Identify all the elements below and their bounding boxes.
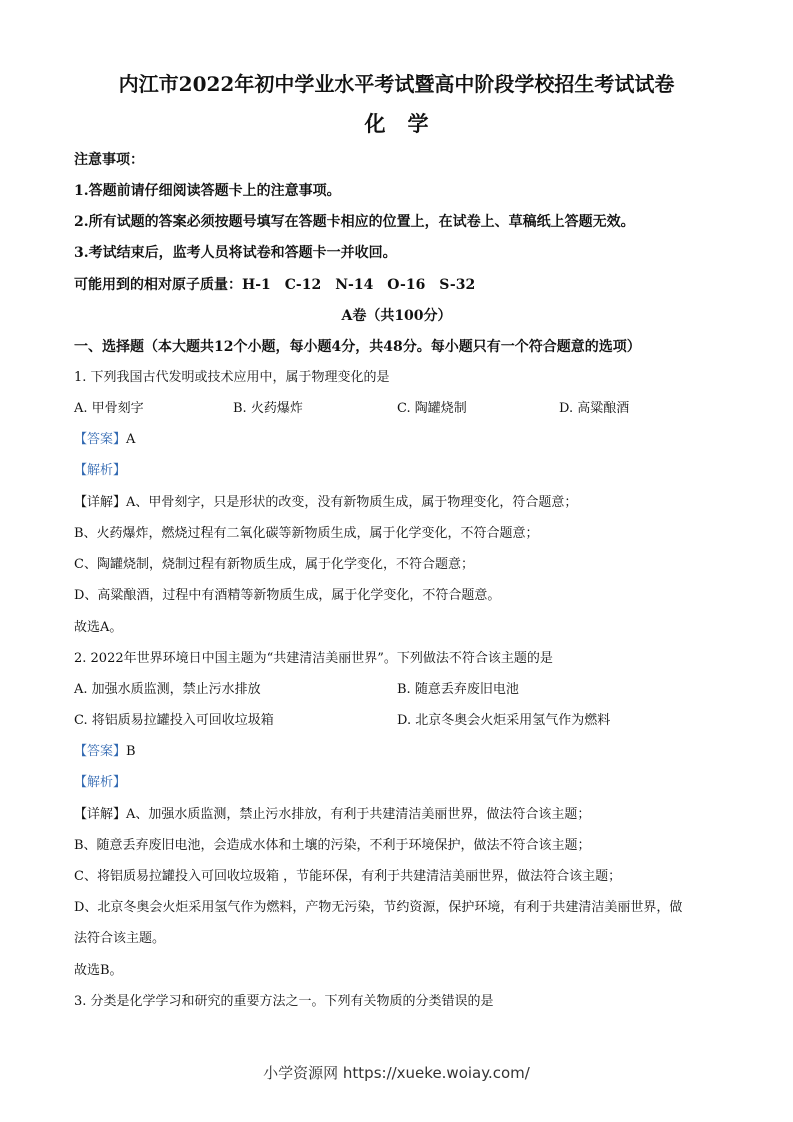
subject-title: 化学: [364, 111, 451, 136]
exam-title: 内江市2022年初中学业水平考试暨高中阶段学校招生考试试卷: [118, 72, 675, 96]
q2-option-b: B. 随意丢弃废旧电池: [397, 682, 519, 697]
q1-answer: [74, 430, 734, 450]
q1-answer-tag: 【答案】: [74, 432, 127, 447]
q2-option-c: C. 将铝质易拉罐投入可回收垃圾箱: [74, 713, 274, 728]
notice-item-2: 2.所有试题的答案必须按题号填写在答题卡相应的位置上，在试卷上、草稿纸上答题无效。: [74, 214, 635, 230]
q2-detail-1: [74, 805, 734, 825]
q1-answer-value: A: [126, 432, 136, 447]
atomic-mass-line: 可能用到的相对原子质量：H-1 C-12 N-14 O-16 S-32: [74, 277, 476, 293]
q1-stem: 1. 下列我国古代发明或技术应用中，属于物理变化的是: [74, 370, 390, 385]
q1-detail-3: C、陶罐烧制，烧制过程有新物质生成，属于化学变化，不符合题意；: [74, 557, 474, 572]
q2-stem: 2. 2022年世界环境日中国主题为“共建清洁美丽世界”。下列做法不符合该主题的是: [74, 651, 553, 666]
page-footer: 小学资源网 https://xueke.woiay.com/: [263, 1064, 530, 1082]
q2-detail-3: C、将铝质易拉罐投入可回收垃圾箱 ，节能环保，有利于共建清洁美丽世界，做法符合该主题；: [74, 869, 622, 884]
q1-detail-tag: 【详解】: [74, 495, 127, 510]
q2-detail-5: 法符合该主题。: [74, 931, 166, 946]
q1-detail-4: D、高粱酿酒，过程中有酒精等新物质生成，属于化学变化，不符合题意。: [74, 588, 501, 603]
q2-answer-tag: 【答案】: [74, 744, 127, 759]
q2-answer: [74, 742, 734, 762]
section-a-heading: A卷（共100分）: [341, 308, 452, 324]
q2-answer-value: B: [126, 744, 136, 759]
q2-analysis-tag: 【解析】: [74, 775, 127, 790]
q2-detail-2: B、随意丢弃废旧电池，会造成水体和土壤的污染，不利于环境保护，做法不符合该主题；: [74, 838, 591, 853]
q1-option-d: D. 高粱酿酒: [559, 401, 630, 416]
q1-detail-1: [74, 493, 734, 513]
q2-option-a: A. 加强水质监测，禁止污水排放: [74, 682, 261, 697]
q3-stem: 3. 分类是化学学习和研究的重要方法之一。下列有关物质的分类错误的是: [74, 994, 494, 1009]
q2-detail-text-1: A、加强水质监测，禁止污水排放，有利于共建清洁美丽世界，做法符合该主题；: [126, 807, 591, 822]
q2-option-d: D. 北京冬奥会火炬采用氢气作为燃料: [397, 713, 611, 728]
q1-option-b: B. 火药爆炸: [233, 401, 303, 416]
q2-conclusion: 故选B。: [74, 963, 123, 978]
notice-heading: 注意事项：: [74, 152, 144, 168]
q1-option-c: C. 陶罐烧制: [397, 401, 467, 416]
q2-detail-4: D、北京冬奥会火炬采用氢气作为燃料，产物无污染，节约资源，保护环境，有利于共建清洁美丽世界，做: [74, 900, 683, 915]
q1-analysis-tag: 【解析】: [74, 463, 127, 478]
q1-detail-2: B、火药爆炸，燃烧过程有二氧化碳等新物质生成，属于化学变化，不符合题意；: [74, 526, 539, 541]
q1-detail-text-1: A、甲骨刻字，只是形状的改变，没有新物质生成，属于物理变化，符合题意；: [126, 495, 578, 510]
notice-item-3: 3.考试结束后，监考人员将试卷和答题卡一并收回。: [74, 245, 397, 261]
q1-conclusion: 故选A。: [74, 620, 123, 635]
q1-option-a: A. 甲骨刻字: [74, 401, 144, 416]
q2-detail-tag: 【详解】: [74, 807, 127, 822]
notice-item-1: 1.答题前请仔细阅读答题卡上的注意事项。: [74, 183, 341, 199]
part1-heading: 一、选择题（本大题共12个小题，每小题4分，共48分。每小题只有一个符合题意的选项）: [74, 339, 641, 355]
